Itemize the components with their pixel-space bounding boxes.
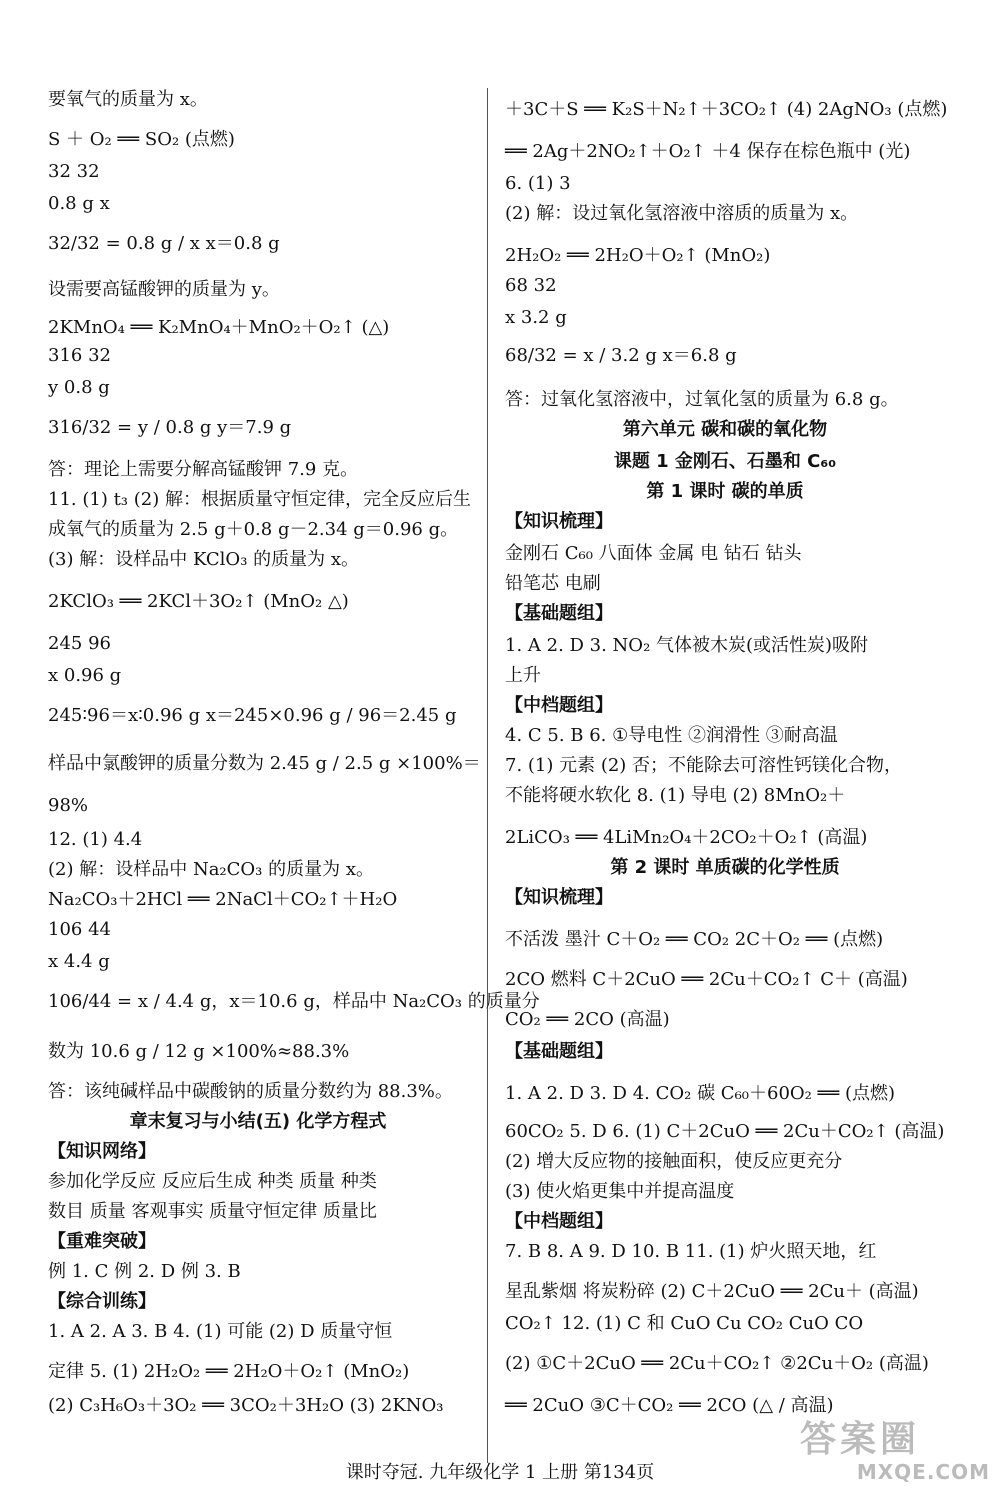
- answer-line: ＋3C＋S ══ K₂S＋N₂↑＋3CO₂↑ (4) 2AgNO₃ (点燃): [505, 99, 948, 120]
- answer-line: 例 1. C 例 2. D 例 3. B: [48, 1261, 241, 1282]
- answer-line: (2) ①C＋2CuO ══ 2Cu＋CO₂↑ ②2Cu＋O₂ (高温): [505, 1353, 929, 1374]
- section-label: 【基础题组】: [505, 603, 613, 624]
- answer-line: x 3.2 g: [505, 307, 567, 328]
- answer-line: 106/44 = x / 4.4 g，x＝10.6 g，样品中 Na₂CO₃ 的质量分: [48, 991, 540, 1012]
- answer-line: 2KClO₃ ══ 2KCl＋3O₂↑ (MnO₂ △): [48, 591, 349, 612]
- section-heading: 课题 1 金刚石、石墨和 C₆₀: [613, 451, 837, 472]
- answer-line: 不能将硬水软化 8. (1) 导电 (2) 8MnO₂＋: [505, 785, 846, 806]
- answer-line: 设需要高锰酸钾的质量为 y。: [48, 279, 280, 300]
- answer-line: CO₂ ══ 2CO (高温): [505, 1009, 670, 1030]
- answer-line: 答：过氧化氢溶液中，过氧化氢的质量为 6.8 g。: [505, 389, 899, 410]
- answer-line: 6. (1) 3: [505, 173, 571, 194]
- section-heading: 第六单元 碳和碳的氧化物: [622, 419, 828, 440]
- answer-line: 11. (1) t₃ (2) 解：根据质量守恒定律，完全反应后生: [48, 489, 471, 510]
- answer-line: 106 44: [48, 919, 111, 940]
- answer-line: 铅笔芯 电刷: [505, 573, 601, 594]
- answer-line: ══ 2CuO ③C＋CO₂ ══ 2CO (△ / 高温): [505, 1395, 834, 1416]
- answer-line: x 0.96 g: [48, 665, 122, 686]
- section-label: 【重难突破】: [48, 1231, 156, 1252]
- answer-line: 定律 5. (1) 2H₂O₂ ══ 2H₂O＋O₂↑ (MnO₂): [48, 1361, 410, 1382]
- answer-line: 12. (1) 4.4: [48, 829, 143, 850]
- answer-line: CO₂↑ 12. (1) C 和 CuO Cu CO₂ CuO CO: [505, 1313, 864, 1334]
- watermark-logo: [800, 1420, 990, 1490]
- answer-line: 2LiCO₃ ══ 4LiMn₂O₄＋2CO₂＋O₂↑ (高温): [505, 827, 868, 848]
- section-label: 【知识网络】: [48, 1141, 156, 1162]
- answer-line: Na₂CO₃＋2HCl ══ 2NaCl＋CO₂↑＋H₂O: [48, 889, 398, 910]
- answer-line: 2CO 燃料 C＋2CuO ══ 2Cu＋CO₂↑ C＋ (高温): [505, 969, 908, 990]
- answer-line: 4. C 5. B 6. ①导电性 ②润滑性 ③耐高温: [505, 725, 838, 746]
- answer-line: 245∶96＝x∶0.96 g x＝245×0.96 g / 96＝2.45 g: [48, 705, 457, 726]
- answer-line: (2) 解：设样品中 Na₂CO₃ 的质量为 x。: [48, 859, 374, 880]
- section-label: 【基础题组】: [505, 1041, 613, 1062]
- answer-line: 答：该纯碱样品中碳酸钠的质量分数约为 88.3%。: [48, 1081, 453, 1102]
- watermark-url: MXQE.COM: [856, 1460, 990, 1484]
- answer-line: 答：理论上需要分解高锰酸钾 7.9 克。: [48, 459, 359, 480]
- answer-line: 不活泼 墨汁 C＋O₂ ══ CO₂ 2C＋O₂ ══ (点燃): [505, 929, 884, 950]
- section-label: 【中档题组】: [505, 695, 613, 716]
- answer-line: 32/32 = 0.8 g / x x＝0.8 g: [48, 233, 280, 254]
- answer-line: 32 32: [48, 161, 100, 182]
- answer-line: 316/32 = y / 0.8 g y＝7.9 g: [48, 417, 292, 438]
- answer-line: 2H₂O₂ ══ 2H₂O＋O₂↑ (MnO₂): [505, 245, 771, 266]
- answer-line: (2) 增大反应物的接触面积，使反应更充分: [505, 1151, 843, 1172]
- answer-line: 数目 质量 客观事实 质量守恒定律 质量比: [48, 1201, 377, 1222]
- answer-line: (3) 解：设样品中 KClO₃ 的质量为 x。: [48, 549, 359, 570]
- answer-line: x 4.4 g: [48, 951, 110, 972]
- answer-line: 68/32 = x / 3.2 g x＝6.8 g: [505, 345, 737, 366]
- answer-line: 数为 10.6 g / 12 g ×100%≈88.3%: [48, 1041, 350, 1062]
- section-label: 【知识梳理】: [505, 511, 613, 532]
- section-heading: 第 1 课时 碳的单质: [646, 481, 804, 502]
- column-divider: [487, 88, 488, 1463]
- page-footer: 课时夺冠. 九年级化学 1 上册 第134页: [345, 1462, 655, 1483]
- answer-line: 60CO₂ 5. D 6. (1) C＋2CuO ══ 2Cu＋CO₂↑ (高温): [505, 1121, 945, 1142]
- answer-line: 0.8 g x: [48, 193, 110, 214]
- answer-line: 上升: [505, 665, 541, 686]
- section-label: 【中档题组】: [505, 1211, 613, 1232]
- answer-line: (2) 解：设过氧化氢溶液中溶质的质量为 x。: [505, 203, 859, 224]
- section-heading: 章末复习与小结(五) 化学方程式: [129, 1111, 387, 1132]
- answer-line: 金刚石 C₆₀ 八面体 金属 电 钻石 钻头: [505, 543, 802, 564]
- answer-line: 1. A 2. D 3. D 4. CO₂ 碳 C₆₀＋60O₂ ══ (点燃): [505, 1083, 896, 1104]
- answer-line: 参加化学反应 反应后生成 种类 质量 种类: [48, 1171, 377, 1192]
- answer-line: 316 32: [48, 345, 111, 366]
- answer-line: 7. B 8. A 9. D 10. B 11. (1) 炉火照天地，红: [505, 1241, 877, 1262]
- section-heading: 第 2 课时 单质碳的化学性质: [610, 857, 840, 878]
- section-label: 【综合训练】: [48, 1291, 156, 1312]
- answer-line: 68 32: [505, 275, 557, 296]
- answer-line: 要氧气的质量为 x。: [48, 89, 208, 110]
- answer-line: 星乱紫烟 将炭粉碎 (2) C＋2CuO ══ 2Cu＋ (高温): [505, 1281, 919, 1302]
- answer-line: 样品中氯酸钾的质量分数为 2.45 g / 2.5 g ×100%＝: [48, 753, 481, 774]
- answer-line: 98%: [48, 795, 89, 816]
- answer-line: y 0.8 g: [48, 377, 110, 398]
- section-label: 【知识梳理】: [505, 887, 613, 908]
- answer-line: 1. A 2. A 3. B 4. (1) 可能 (2) D 质量守恒: [48, 1321, 393, 1342]
- answer-line: ══ 2Ag＋2NO₂↑＋O₂↑ ＋4 保存在棕色瓶中 (光): [505, 141, 911, 162]
- answer-line: (2) C₃H₆O₃＋3O₂ ══ 3CO₂＋3H₂O (3) 2KNO₃: [48, 1395, 444, 1416]
- watermark-text: 答案圈: [800, 1419, 921, 1460]
- answer-line: 1. A 2. D 3. NO₂ 气体被木炭(或活性炭)吸附: [505, 635, 869, 656]
- answer-line: S ＋ O₂ ══ SO₂ (点燃): [48, 129, 235, 150]
- answer-line: (3) 使火焰更集中并提高温度: [505, 1181, 735, 1202]
- answer-line: 2KMnO₄ ══ K₂MnO₄＋MnO₂＋O₂↑ (△): [48, 317, 390, 338]
- answer-line: 成氧气的质量为 2.5 g＋0.8 g－2.34 g＝0.96 g。: [48, 519, 459, 540]
- answer-line: 7. (1) 元素 (2) 否；不能除去可溶性钙镁化合物，: [505, 755, 903, 776]
- answer-line: 245 96: [48, 633, 111, 654]
